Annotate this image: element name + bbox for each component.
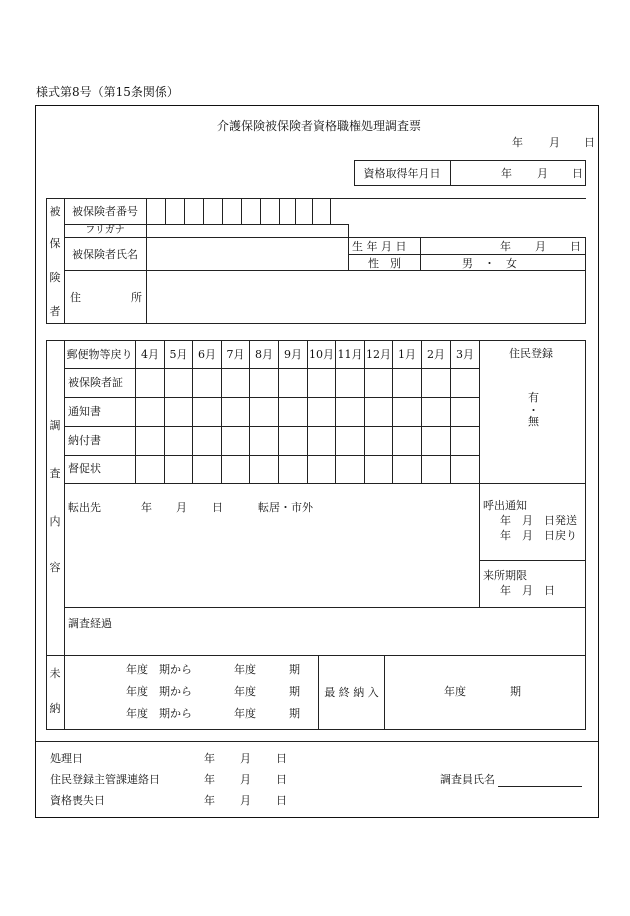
month-header-jul: 7月 <box>226 348 245 361</box>
month-header-dec: 12月 <box>366 348 391 361</box>
unpaid-row-3-from: 年度 期から <box>126 707 192 720</box>
loss-day: 日 <box>276 794 287 807</box>
acquisition-label: 資格取得年月日 <box>363 166 441 180</box>
month-header-aug: 8月 <box>255 348 273 361</box>
summons-label: 呼出通知 <box>483 499 527 512</box>
month-header-sep: 9月 <box>284 348 302 361</box>
acquisition-year: 年 <box>501 167 512 180</box>
moveout-type[interactable]: 転居・市外 <box>258 501 313 514</box>
insured-side-char-3: 険 <box>49 271 61 284</box>
row-label-notice: 通知書 <box>68 405 101 418</box>
investigator-label: 調査員氏名 <box>440 773 495 786</box>
month-header-nov: 11月 <box>337 348 363 361</box>
header-month: 月 <box>549 136 560 149</box>
furigana-field[interactable] <box>147 225 347 237</box>
address-label-1: 住 <box>70 291 81 304</box>
row-label-reminder: 督促状 <box>68 462 101 475</box>
summons-sent: 年 月 日発送 <box>500 514 577 527</box>
birth-date-label: 生 年 月 日 <box>352 240 407 253</box>
insured-side-char-4: 者 <box>49 305 61 318</box>
visit-deadline-date: 年 月 日 <box>500 584 555 597</box>
acquisition-day: 日 <box>572 167 583 180</box>
birth-day: 日 <box>570 240 581 253</box>
mail-return-header: 郵便物等戻り <box>66 348 133 361</box>
moveout-label: 転出先 <box>68 501 101 514</box>
insured-side-char-1: 被 <box>49 205 61 218</box>
moveout-month: 月 <box>176 501 187 514</box>
insured-name-field[interactable] <box>147 238 347 270</box>
residence-contact-label: 住民登録主管課連絡日 <box>50 773 160 786</box>
unpaid-side-char-2: 納 <box>49 702 61 715</box>
processing-year: 年 <box>204 752 215 765</box>
month-header-feb: 2月 <box>427 348 445 361</box>
mail-return-grid-cells[interactable] <box>136 369 479 483</box>
residence-yes[interactable]: 有 <box>528 391 539 404</box>
contact-day: 日 <box>276 773 287 786</box>
final-payment-value: 年度 期 <box>444 685 521 698</box>
header-day: 日 <box>584 136 595 149</box>
survey-side-char-3: 内 <box>49 515 61 528</box>
survey-side-char-2: 査 <box>49 467 61 480</box>
unpaid-side-char-1: 未 <box>49 667 61 680</box>
investigator-signature-line[interactable] <box>498 786 582 787</box>
survey-side-char-4: 容 <box>49 561 61 574</box>
form-title: 介護保険被保険者資格職権処理調査票 <box>217 119 422 133</box>
progress-field[interactable] <box>65 632 584 654</box>
moveout-day: 日 <box>212 501 223 514</box>
contact-year: 年 <box>204 773 215 786</box>
acquisition-month: 月 <box>537 167 548 180</box>
loss-month: 月 <box>240 794 251 807</box>
contact-month: 月 <box>240 773 251 786</box>
address-label-2: 所 <box>131 291 142 304</box>
month-header-may: 5月 <box>169 348 188 361</box>
unpaid-row-1-from: 年度 期から <box>126 663 192 676</box>
visit-deadline-label: 来所期限 <box>483 569 527 582</box>
birth-year: 年 <box>500 240 511 253</box>
unpaid-row-2-from: 年度 期から <box>126 685 192 698</box>
month-header-apr: 4月 <box>141 348 159 361</box>
furigana-label: フリガナ <box>85 225 125 236</box>
processing-month: 月 <box>240 752 251 765</box>
processing-day: 日 <box>276 752 287 765</box>
insured-name-label: 被保険者氏名 <box>72 247 138 261</box>
progress-label: 調査経過 <box>68 617 112 630</box>
residence-no[interactable]: 無 <box>528 415 539 428</box>
unpaid-row-3-to: 年度 期 <box>234 707 300 720</box>
loss-year: 年 <box>204 794 215 807</box>
row-label-payment-slip: 納付書 <box>68 434 101 447</box>
gender-options[interactable]: 男 ・ 女 <box>462 257 517 270</box>
insured-side-char-2: 保 <box>49 237 61 250</box>
gender-label: 性 別 <box>368 257 401 270</box>
header-year: 年 <box>512 136 523 149</box>
moveout-year: 年 <box>141 501 152 514</box>
survey-side-char-1: 調 <box>49 419 61 432</box>
month-header-jun: 6月 <box>198 348 216 361</box>
address-field[interactable] <box>147 271 584 323</box>
month-header-oct: 10月 <box>309 348 334 361</box>
processing-date-label: 処理日 <box>50 752 83 765</box>
residence-dot: ・ <box>528 404 539 417</box>
month-header-jan: 1月 <box>398 348 416 361</box>
unpaid-row-2-to: 年度 期 <box>234 685 300 698</box>
insured-number-label: 被保険者番号 <box>72 205 138 218</box>
unpaid-row-1-to: 年度 期 <box>234 663 300 676</box>
residence-registration-label: 住民登録 <box>509 347 553 360</box>
summons-returned: 年 月 日戻り <box>500 529 577 542</box>
final-payment-label: 最 終 納 入 <box>324 686 379 699</box>
form-number: 様式第8号（第15条関係） <box>36 85 179 99</box>
birth-month: 月 <box>535 240 546 253</box>
row-label-insurance-card: 被保険者証 <box>68 376 123 389</box>
loss-date-label: 資格喪失日 <box>50 794 105 807</box>
month-header-mar: 3月 <box>456 348 474 361</box>
